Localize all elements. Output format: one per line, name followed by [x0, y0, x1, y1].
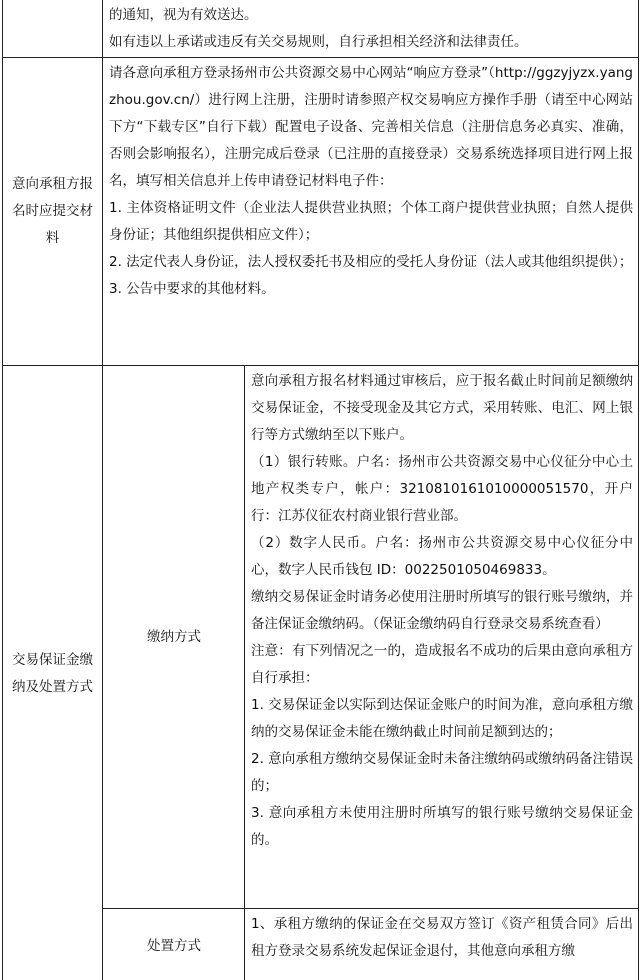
paragraph: 如有违以上承诺或违反有关交易规则，自行承担相关经济和法律责任。 — [109, 34, 528, 50]
paragraph: （1）银行转账。户名：扬州市公共资源交易中心仪征分中心土地产权类专户，帐户：3210810161010000051570，开户行：江苏仪征农村商业银行营业部。 — [251, 454, 633, 524]
content-cell-payment — [245, 366, 639, 909]
paragraph: 注意：有下列情况之一的，造成报名不成功的后果由意向承租方自行承担： — [251, 643, 633, 686]
paragraph: 1. 交易保证金以实际到达保证金账户的时间为准，意向承租方缴纳的交易保证金未能在缴纳截止时间前足额到达的； — [251, 697, 633, 740]
paragraph: 2. 法定代表人身份证，法人授权委托书及相应的受托人身份证（法人或其他组织提供）； — [109, 254, 633, 270]
paragraph: 意向承租方报名材料通过审核后，应于报名截止时间前足额缴纳交易保证金，不接受现金及其它方式，采用转账、电汇、网上银行等方式缴纳至以下账户。 — [251, 373, 633, 443]
paragraph: 的通知，视为有效送达。 — [109, 7, 258, 23]
paragraph: 3. 意向承租方未使用注册时所填写的银行账号缴纳交易保证金的。 — [251, 805, 633, 848]
table-row-top-continuation — [3, 0, 639, 58]
paragraph: 1. 主体资格证明文件（企业法人提供营业执照；个体工商户提供营业执照；自然人提供身份证；其他组织提供相应文件）； — [109, 200, 633, 243]
paragraph: 请各意向承租方登录扬州市公共资源交易中心网站“响应方登录”（http://ggzyjyzx.yangzhou.gov.cn/）进行网上注册，注册时请参照产权交易响应方操作手册（请至中心网站下方“下载专区”自行下载）配置电子设备、完善相关信息（注册信息务必真实、准确，否则会影响报名），注册完成后登录（已注册的直接登录）交易系统选择项目进行网上报名，填写相关信息并上传申请登记材料电子件： — [109, 65, 633, 189]
content-cell-top — [103, 0, 639, 58]
paragraph: 1、承租方缴纳的保证金在交易双方签订《资产租赁合同》后出租方登录交易系统发起保证金退付，其他意向承租方缴 — [251, 916, 633, 959]
content-cell-materials — [103, 58, 639, 366]
paragraph: 2. 意向承租方缴纳交易保证金时未备注缴纳码或缴纳码备注错误的； — [251, 751, 633, 794]
content-cell-disposal — [245, 909, 639, 980]
table-row-materials — [3, 58, 639, 366]
sub-label-disposal: 处置方式 — [103, 909, 245, 980]
paragraph: 3. 公告中要求的其他材料。 — [109, 281, 275, 297]
paragraph: 缴纳交易保证金时请务必使用注册时所填写的银行账号缴纳，并备注保证金缴纳码。（保证金缴纳码自行登录交易系统查看） — [251, 589, 633, 632]
table-row-deposit-payment — [3, 366, 639, 909]
announcement-table — [2, 0, 639, 980]
sub-label-payment: 缴纳方式 — [103, 366, 245, 909]
row-label-materials: 意向承租方报名时应提交材料 — [3, 58, 103, 366]
row-label-deposit: 交易保证金缴纳及处置方式 — [3, 366, 103, 980]
label-cell-empty — [3, 0, 103, 58]
paragraph: （2）数字人民币。户名：扬州市公共资源交易中心仪征分中心，数字人民币钱包 ID：0022501050469833。 — [251, 535, 633, 578]
